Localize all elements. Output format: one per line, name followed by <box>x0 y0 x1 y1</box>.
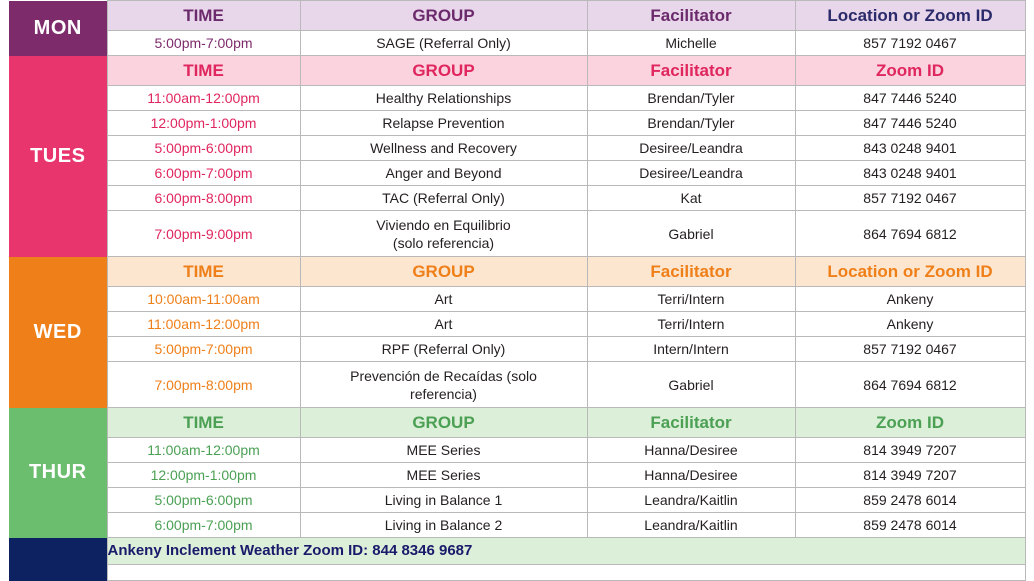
cell-group: Art <box>300 287 587 312</box>
column-header-time-tues: TIME <box>107 56 300 86</box>
column-header-facilitator-tues: Facilitator <box>587 56 795 86</box>
table-row <box>9 488 1025 513</box>
column-header-location-thur: Zoom ID <box>795 408 1025 438</box>
table-row <box>9 312 1025 337</box>
footer-note-row <box>9 538 1025 565</box>
day-header-row-thur <box>9 408 1025 438</box>
column-header-facilitator-mon: Facilitator <box>587 1 795 31</box>
day-label-wed: WED <box>9 257 107 408</box>
table-row <box>9 463 1025 488</box>
cell-time: 6:00pm-7:00pm <box>107 513 300 538</box>
cell-facilitator: Intern/Intern <box>587 337 795 362</box>
weekly-group-schedule-table <box>9 0 1026 581</box>
column-header-location-mon: Location or Zoom ID <box>795 1 1025 31</box>
cell-location: Ankeny <box>795 312 1025 337</box>
cell-group-line-2: referencia) <box>410 385 477 402</box>
cell-facilitator: Desiree/Leandra <box>587 161 795 186</box>
cell-facilitator: Terri/Intern <box>587 287 795 312</box>
day-label-tues: TUES <box>9 56 107 257</box>
column-header-group-thur: GROUP <box>300 408 587 438</box>
cell-group-line-1: Prevención de Recaídas (solo <box>350 367 537 384</box>
cell-group: Art <box>300 312 587 337</box>
cell-location: 847 7446 5240 <box>795 86 1025 111</box>
footer-blank-row <box>9 565 1025 581</box>
table-row <box>9 287 1025 312</box>
cell-time: 6:00pm-7:00pm <box>107 161 300 186</box>
cell-time: 11:00am-12:00pm <box>107 86 300 111</box>
cell-group: Relapse Prevention <box>300 111 587 136</box>
table-row <box>9 136 1025 161</box>
cell-location: 864 7694 6812 <box>795 211 1025 257</box>
cell-facilitator: Terri/Intern <box>587 312 795 337</box>
inclement-weather-note: Ankeny Inclement Weather Zoom ID: 844 8346 9687 <box>107 538 1025 565</box>
cell-facilitator: Leandra/Kaitlin <box>587 513 795 538</box>
column-header-location-tues: Zoom ID <box>795 56 1025 86</box>
cell-location: 859 2478 6014 <box>795 488 1025 513</box>
cell-group: Living in Balance 2 <box>300 513 587 538</box>
cell-facilitator: Desiree/Leandra <box>587 136 795 161</box>
cell-group <box>300 362 587 408</box>
table-row <box>9 438 1025 463</box>
cell-group: SAGE (Referral Only) <box>300 31 587 56</box>
cell-group: MEE Series <box>300 438 587 463</box>
cell-facilitator: Brendan/Tyler <box>587 111 795 136</box>
footer-blank-cell <box>107 565 1025 581</box>
cell-time: 11:00am-12:00pm <box>107 312 300 337</box>
day-header-row-wed <box>9 257 1025 287</box>
cell-facilitator: Gabriel <box>587 362 795 408</box>
cell-time: 5:00pm-6:00pm <box>107 488 300 513</box>
column-header-group-mon: GROUP <box>300 1 587 31</box>
column-header-location-wed: Location or Zoom ID <box>795 257 1025 287</box>
cell-group: Living in Balance 1 <box>300 488 587 513</box>
day-label-thur: THUR <box>9 408 107 538</box>
cell-time: 6:00pm-8:00pm <box>107 186 300 211</box>
cell-time: 12:00pm-1:00pm <box>107 111 300 136</box>
cell-facilitator: Michelle <box>587 31 795 56</box>
cell-time: 11:00am-12:00pm <box>107 438 300 463</box>
column-header-time-mon: TIME <box>107 1 300 31</box>
day-header-row-tues <box>9 56 1025 86</box>
cell-time: 12:00pm-1:00pm <box>107 463 300 488</box>
table-row <box>9 337 1025 362</box>
table-row <box>9 86 1025 111</box>
table-row <box>9 31 1025 56</box>
table-row <box>9 513 1025 538</box>
cell-location: 847 7446 5240 <box>795 111 1025 136</box>
cell-time: 5:00pm-7:00pm <box>107 337 300 362</box>
cell-group: RPF (Referral Only) <box>300 337 587 362</box>
column-header-group-wed: GROUP <box>300 257 587 287</box>
cell-time: 5:00pm-7:00pm <box>107 31 300 56</box>
day-header-row-mon <box>9 1 1025 31</box>
cell-location: 859 2478 6014 <box>795 513 1025 538</box>
cell-group <box>300 211 587 257</box>
footer-color-bar <box>9 538 107 581</box>
column-header-group-tues: GROUP <box>300 56 587 86</box>
cell-facilitator: Brendan/Tyler <box>587 86 795 111</box>
cell-facilitator: Kat <box>587 186 795 211</box>
cell-group-line-2: (solo referencia) <box>392 234 495 251</box>
cell-facilitator: Hanna/Desiree <box>587 438 795 463</box>
cell-facilitator: Gabriel <box>587 211 795 257</box>
cell-group-line-1: Viviendo en Equilibrio <box>376 216 511 233</box>
cell-location: 864 7694 6812 <box>795 362 1025 408</box>
table-row <box>9 362 1025 408</box>
table-row <box>9 211 1025 257</box>
cell-group: Healthy Relationships <box>300 86 587 111</box>
column-header-facilitator-wed: Facilitator <box>587 257 795 287</box>
column-header-time-wed: TIME <box>107 257 300 287</box>
cell-group: TAC (Referral Only) <box>300 186 587 211</box>
cell-location: 857 7192 0467 <box>795 31 1025 56</box>
cell-location: 857 7192 0467 <box>795 337 1025 362</box>
day-label-mon: MON <box>9 1 107 56</box>
table-row <box>9 161 1025 186</box>
cell-group: MEE Series <box>300 463 587 488</box>
cell-group: Wellness and Recovery <box>300 136 587 161</box>
cell-time: 7:00pm-9:00pm <box>107 211 300 257</box>
cell-location: 814 3949 7207 <box>795 438 1025 463</box>
cell-location: 843 0248 9401 <box>795 136 1025 161</box>
column-header-time-thur: TIME <box>107 408 300 438</box>
cell-facilitator: Hanna/Desiree <box>587 463 795 488</box>
cell-time: 10:00am-11:00am <box>107 287 300 312</box>
cell-location: 843 0248 9401 <box>795 161 1025 186</box>
cell-facilitator: Leandra/Kaitlin <box>587 488 795 513</box>
column-header-facilitator-thur: Facilitator <box>587 408 795 438</box>
table-row <box>9 186 1025 211</box>
cell-time: 7:00pm-8:00pm <box>107 362 300 408</box>
table-row <box>9 111 1025 136</box>
cell-location: Ankeny <box>795 287 1025 312</box>
cell-location: 814 3949 7207 <box>795 463 1025 488</box>
cell-location: 857 7192 0467 <box>795 186 1025 211</box>
cell-time: 5:00pm-6:00pm <box>107 136 300 161</box>
cell-group: Anger and Beyond <box>300 161 587 186</box>
